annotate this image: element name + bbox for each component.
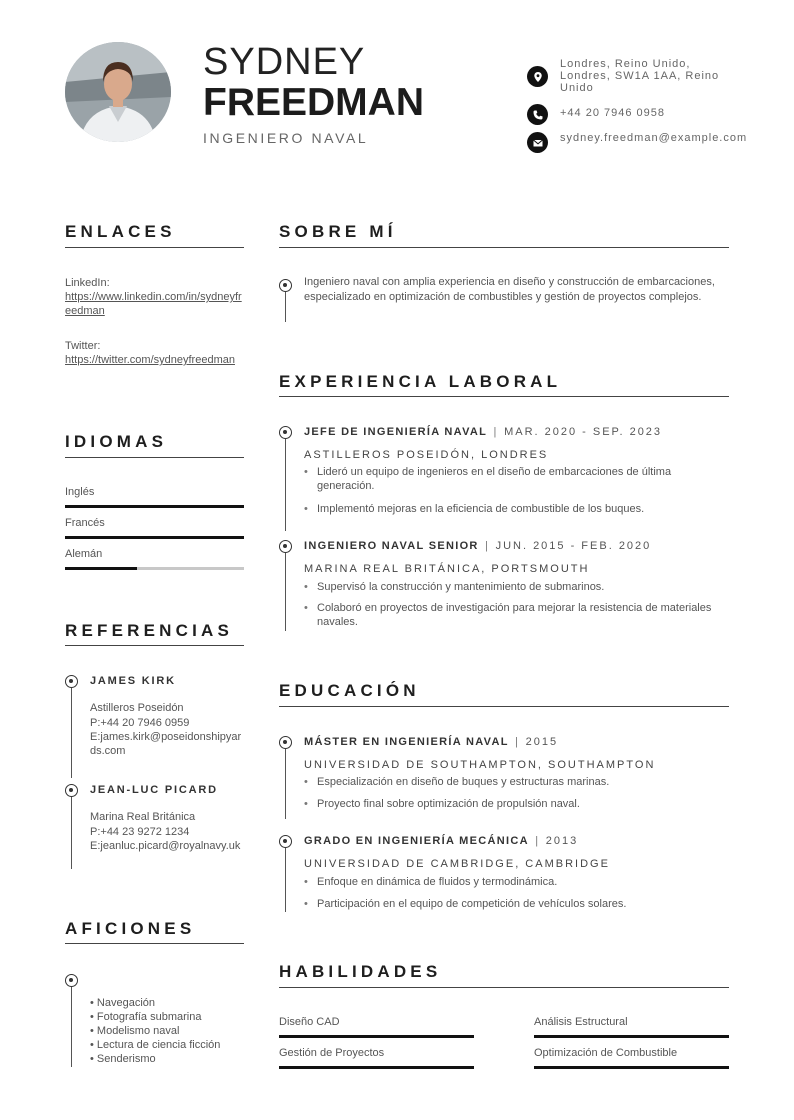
hobby-item: • Navegación [90, 997, 156, 1009]
degree-year: 2013 [545, 835, 579, 847]
degree-title: GRADO EN INGENIERÍA MECÁNICA [304, 835, 529, 847]
first-name: SYDNEY [203, 41, 366, 83]
section-rule [279, 396, 729, 397]
timeline-line [71, 987, 72, 1067]
hobby-item: • Fotografía submarina [90, 1011, 202, 1023]
section-rule [65, 943, 244, 944]
timeline-dot [65, 675, 78, 688]
education-bullet: • Proyecto final sobre optimización de propulsión naval. [304, 797, 714, 811]
skill-name: Optimización de Combustible [534, 1047, 678, 1059]
section-rule [65, 645, 244, 646]
job-company: MARINA REAL BRITÁNICA, PORTSMOUTH [304, 563, 590, 575]
timeline-line [71, 797, 72, 869]
timeline-line [285, 292, 286, 322]
timeline-line [285, 553, 286, 631]
last-name: FREEDMAN [203, 81, 424, 124]
timeline-dot [279, 736, 292, 749]
location-pin-icon [527, 66, 548, 87]
contact-phone [527, 104, 735, 125]
profile-photo [65, 42, 171, 142]
skill-name: Diseño CAD [279, 1016, 340, 1028]
job-dates: JUN. 2015 - FEB. 2020 [495, 540, 652, 552]
reference-phone: P:+44 20 7946 0959 [90, 717, 190, 729]
section-title-hobbies: AFICIONES [65, 919, 196, 938]
university: UNIVERSIDAD DE SOUTHAMPTON, SOUTHAMPTON [304, 759, 656, 771]
skill-name: Gestión de Proyectos [279, 1047, 385, 1059]
reference-email: E:jeanluc.picard@royalnavy.uk [90, 840, 241, 852]
reference-company: Marina Real Británica [90, 811, 196, 823]
email-icon [527, 132, 548, 153]
section-title-references: REFERENCIAS [65, 621, 234, 640]
timeline-dot [279, 279, 292, 292]
section-title-experience: EXPERIENCIA LABORAL [279, 372, 562, 391]
education-heading: GRADO EN INGENIERÍA MECÁNICA | 2013 [304, 835, 579, 847]
language-bar [65, 536, 244, 539]
university: UNIVERSIDAD DE CAMBRIDGE, CAMBRIDGE [304, 858, 610, 870]
section-rule [279, 987, 729, 988]
job-heading: INGENIERO NAVAL SENIOR | JUN. 2015 - FEB. 2020 [304, 540, 652, 552]
section-rule [279, 247, 729, 248]
education-bullet: • Especialización en diseño de buques y estructuras marinas. [304, 775, 714, 789]
section-title-links: ENLACES [65, 222, 176, 241]
job-company: ASTILLEROS POSEIDÓN, LONDRES [304, 449, 549, 461]
section-title-languages: IDIOMAS [65, 432, 168, 451]
language-name: Alemán [65, 548, 103, 560]
link-label-twitter: Twitter: [65, 340, 101, 352]
language-bar [65, 505, 244, 508]
link-linkedin[interactable]: https://www.linkedin.com/in/sydneyfreedman [65, 291, 242, 317]
timeline-dot [65, 974, 78, 987]
language-name: Francés [65, 517, 105, 529]
reference-name: JEAN-LUC PICARD [90, 784, 218, 796]
hobby-item: • Senderismo [90, 1053, 156, 1065]
section-rule [65, 247, 244, 248]
language-bar [65, 567, 244, 570]
job-title: INGENIERO NAVAL [203, 130, 369, 146]
phone-icon [527, 104, 548, 125]
section-rule [279, 706, 729, 707]
about-text: Ingeniero naval con amplia experiencia en diseño y construcción de embarcaciones, especializado en optimización de combustibles y gestión de proyectos complejos. [304, 276, 715, 303]
reference-email: E:james.kirk@poseidonshipyards.com [90, 731, 242, 757]
section-title-about: SOBRE MÍ [279, 222, 397, 241]
timeline-line [285, 439, 286, 531]
education-bullet: • Enfoque en dinámica de fluidos y termodinámica. [304, 875, 714, 889]
link-label-linkedin: LinkedIn: [65, 277, 110, 289]
degree-title: MÁSTER EN INGENIERÍA NAVAL [304, 736, 509, 748]
skill-name: Análisis Estructural [534, 1016, 628, 1028]
section-title-skills: HABILIDADES [279, 962, 442, 981]
job-bullet: • Implementó mejoras en la eficiencia de combustible de los buques. [304, 502, 714, 516]
section-rule [65, 457, 244, 458]
timeline-dot [279, 426, 292, 439]
degree-year: 2015 [525, 736, 559, 748]
skill-bar [534, 1035, 729, 1038]
language-bar-fill [65, 505, 244, 508]
skill-bar [279, 1035, 474, 1038]
contact-address-text: Londres, Reino Unido, Londres, SW1A 1AA, Reino Unido [560, 58, 720, 94]
contact-phone-text[interactable]: +44 20 7946 0958 [560, 107, 666, 119]
job-bullet: • Supervisó la construcción y mantenimiento de submarinos. [304, 580, 714, 594]
hobby-item: • Modelismo naval [90, 1025, 180, 1037]
reference-company: Astilleros Poseidón [90, 702, 184, 714]
job-dates: MAR. 2020 - SEP. 2023 [504, 426, 663, 438]
link-twitter[interactable]: https://twitter.com/sydneyfreedman [65, 354, 235, 366]
reference-phone: P:+44 23 9272 1234 [90, 826, 190, 838]
skill-bar [279, 1066, 474, 1069]
job-title: JEFE DE INGENIERÍA NAVAL [304, 426, 488, 438]
job-bullet: • Lideró un equipo de ingenieros en el diseño de embarcaciones de última generación. [304, 465, 714, 493]
section-title-education: EDUCACIÓN [279, 681, 420, 700]
job-bullet: • Colaboró en proyectos de investigación para mejorar la resistencia de materiales navales. [304, 601, 714, 629]
education-bullet: • Participación en el equipo de competición de vehículos solares. [304, 897, 714, 911]
skill-bar [534, 1066, 729, 1069]
education-heading: MÁSTER EN INGENIERÍA NAVAL | 2015 [304, 736, 559, 748]
timeline-line [285, 848, 286, 912]
language-bar-fill [65, 567, 137, 570]
reference-name: JAMES KIRK [90, 675, 176, 687]
contact-address [527, 58, 735, 94]
contact-email-text[interactable]: sydney.freedman@example.com [560, 132, 748, 144]
hobby-item: • Lectura de ciencia ficción [90, 1039, 221, 1051]
contact-email [527, 132, 748, 153]
job-heading: JEFE DE INGENIERÍA NAVAL | MAR. 2020 - SEP. 2023 [304, 426, 663, 438]
timeline-dot [65, 784, 78, 797]
timeline-line [71, 688, 72, 778]
job-title: INGENIERO NAVAL SENIOR [304, 540, 479, 552]
language-bar-fill [65, 536, 244, 539]
timeline-line [285, 749, 286, 819]
timeline-dot [279, 835, 292, 848]
timeline-dot [279, 540, 292, 553]
language-name: Inglés [65, 486, 95, 498]
